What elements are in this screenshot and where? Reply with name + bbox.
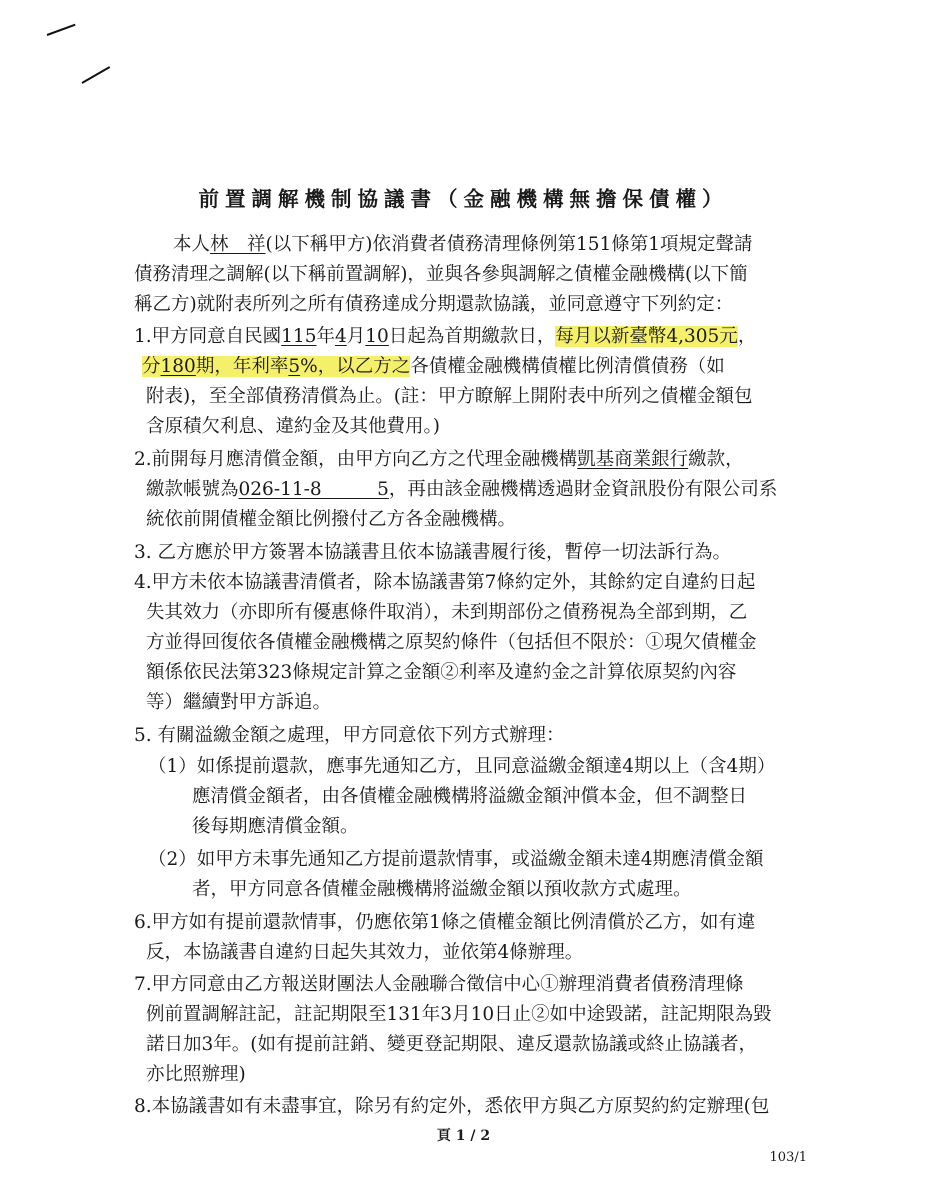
page-number: 頁 1 / 2 xyxy=(436,1128,491,1144)
party-a-name: 林 祥 xyxy=(210,234,266,255)
item-5: 5. 有關溢繳金額之處理，甲方同意依下列方式辦理： xyxy=(134,725,565,746)
item-7-line-1: 7.甲方同意由乙方報送財團法人金融聯合徵信中心①辦理消費者債務清理條 xyxy=(134,974,744,995)
item-5-1-line-3: 後每期應清償金額。 xyxy=(192,816,359,837)
item-7-line-2: 例前置調解註記，註記期限至131年3月10日止②如中途毀諾，註記期限為毀 xyxy=(146,1004,772,1025)
item-4-line-3: 方並得回復依各債權金融機構之原契約條件（包括但不限於：①現欠債權金 xyxy=(146,632,757,653)
item-7-line-4: 亦比照辦理) xyxy=(146,1064,246,1085)
interest-rate: 5 xyxy=(288,356,301,377)
item-2-line-2: 繳款帳號為026-11-8 5，再由該金融機構透過財金資訊股份有限公司系 xyxy=(146,479,778,500)
item-4-line-2: 失其效力（亦即所有優惠條件取消），未到期部份之債務視為全部到期，乙 xyxy=(146,602,748,623)
installment-terms: 分180期，年利率5%，以乙方之 xyxy=(142,356,411,377)
item-7-line-3: 諾日加3年。(如有提前註銷、變更登記期限、違反還款協議或終止協議者， xyxy=(146,1034,757,1055)
document-title: 前置調解機制協議書（金融機構無擔保債權） xyxy=(198,187,729,211)
item-8-line-1: 8.本協議書如有未盡事宜，除另有約定外，悉依甲方與乙方原契約約定辦理(包 xyxy=(134,1096,770,1117)
item-5-1-line-2: 應清償金額者，由各債權金融機構將溢繳金額沖償本金，但不調整日 xyxy=(192,786,748,807)
item-6-line-1: 6.甲方如有提前還款情事，仍應依第1條之債權金額比例清償於乙方，如有違 xyxy=(134,912,756,933)
item-2-line-1: 2.前開每月應清償金額，由甲方向乙方之代理金融機構凱基商業銀行繳款， xyxy=(134,449,744,470)
item-4-line-5: 等）繼續對甲方訴追。 xyxy=(146,692,332,713)
item-1-line-4: 含原積欠利息、違約金及其他費用。) xyxy=(146,416,440,437)
item-1-line-2: 分180期，年利率5%，以乙方之各債權金融機構債權比例清償債務（如 xyxy=(142,356,725,377)
item-1-line-3: 附表)，至全部債務清償為止。(註：甲方瞭解上開附表中所列之債權金額包 xyxy=(146,386,753,407)
monthly-amount: 每月以新臺幣4,305元 xyxy=(555,326,738,347)
start-year: 115 xyxy=(281,326,317,347)
pen-mark xyxy=(82,66,111,84)
form-code: 103/1 xyxy=(769,1150,807,1165)
start-month: 4 xyxy=(334,326,347,347)
start-day: 10 xyxy=(365,326,389,347)
item-4-line-1: 4.甲方未依本協議書清償者，除本協議書第7條約定外，其餘約定自違約日起 xyxy=(134,572,756,593)
intro-line-2: 債務清理之調解(以下稱前置調解)，並與各參與調解之債權金融機構(以下簡 xyxy=(134,264,748,285)
pen-mark xyxy=(47,24,76,36)
intro-line-1: 本人林 祥(以下稱甲方)依消費者債務清理條例第151條第1項規定聲請 xyxy=(173,234,753,255)
item-3: 3. 乙方應於甲方簽署本協議書且依本協議書履行後，暫停一切法訴行為。 xyxy=(134,542,732,563)
item-5-2-line-1: （2）如甲方未事先通知乙方提前還款情事，或溢繳金額未達4期應清償金額 xyxy=(148,849,764,870)
item-1-line-1: 1.甲方同意自民國115年4月10日起為首期繳款日，每月以新臺幣4,305元， xyxy=(134,326,757,347)
item-5-2-line-2: 者，甲方同意各債權金融機構將溢繳金額以預收款方式處理。 xyxy=(192,879,692,900)
agent-bank: 凱基商業銀行 xyxy=(577,449,689,470)
item-4-line-4: 額係依民法第323條規定計算之金額②利率及違約金之計算依原契約內容 xyxy=(146,662,737,683)
item-2-line-3: 統依前開債權金額比例撥付乙方各金融機構。 xyxy=(146,509,517,530)
item-5-1-line-1: （1）如係提前還款，應事先通知乙方，且同意溢繳金額達4期以上（含4期） xyxy=(148,756,776,777)
item-6-line-2: 反，本協議書自違約日起失其效力，並依第4條辦理。 xyxy=(146,942,584,963)
installment-periods: 180 xyxy=(160,356,196,377)
intro-line-3: 稱乙方)就附表所列之所有債務達成分期還款協議，並同意遵守下列約定： xyxy=(134,294,734,315)
payment-account: 026-11-8 5 xyxy=(238,479,389,500)
